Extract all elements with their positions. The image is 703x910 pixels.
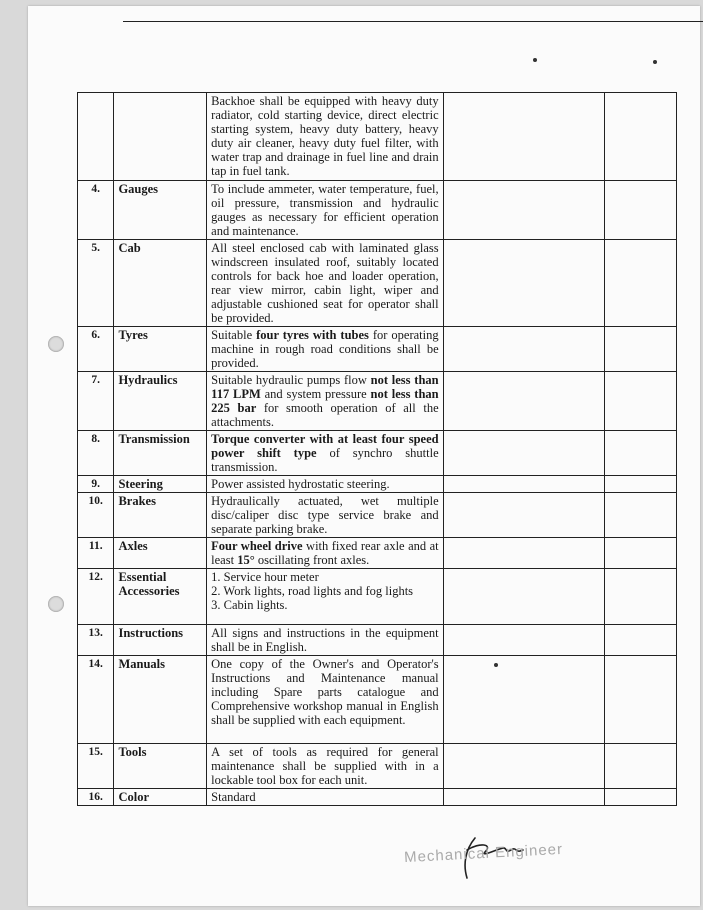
specification-table xyxy=(77,92,677,806)
item-name: Manuals xyxy=(114,656,207,744)
empty-cell xyxy=(605,181,677,240)
item-description: Backhoe shall be equipped with heavy duty radiator, cold starting device, direct electric starting system, heavy duty battery, heavy duty air cleaner, heavy duty fuel filter, with water trap and drainage in fuel line and drain tap in fuel tank. xyxy=(207,93,443,181)
row-number: 15. xyxy=(78,744,114,789)
empty-cell xyxy=(605,493,677,538)
punch-hole-top xyxy=(48,336,64,352)
row-number: 16. xyxy=(78,789,114,806)
item-name: Tools xyxy=(114,744,207,789)
row-number: 6. xyxy=(78,327,114,372)
item-description: Four wheel drive with fixed rear axle and at least 15° oscillating front axles. xyxy=(207,538,443,569)
ink-speck xyxy=(533,58,537,62)
empty-cell xyxy=(605,240,677,327)
table-row xyxy=(78,569,677,625)
item-description: Hydraulically actuated, wet multiple disc/caliper disc type service brake and separate parking brake. xyxy=(207,493,443,538)
empty-cell xyxy=(605,569,677,625)
table-row xyxy=(78,656,677,744)
item-name: Gauges xyxy=(114,181,207,240)
empty-cell xyxy=(443,240,604,327)
empty-cell xyxy=(443,789,604,806)
item-name: Essential Accessories xyxy=(114,569,207,625)
item-description: Power assisted hydrostatic steering. xyxy=(207,476,443,493)
row-number: 11. xyxy=(78,538,114,569)
table-row xyxy=(78,240,677,327)
empty-cell xyxy=(605,744,677,789)
row-number: 7. xyxy=(78,372,114,431)
table-row xyxy=(78,93,677,181)
empty-cell xyxy=(443,372,604,431)
item-name: Brakes xyxy=(114,493,207,538)
empty-cell xyxy=(443,93,604,181)
item-name: Hydraulics xyxy=(114,372,207,431)
item-name xyxy=(114,93,207,181)
item-name: Steering xyxy=(114,476,207,493)
item-description: Suitable four tyres with tubes for operating machine in rough road conditions shall be provided. xyxy=(207,327,443,372)
table-row xyxy=(78,493,677,538)
engineer-stamp: Mechanical Engineer xyxy=(403,840,564,867)
empty-cell xyxy=(605,789,677,806)
table-row xyxy=(78,431,677,476)
empty-cell xyxy=(443,625,604,656)
row-number: 4. xyxy=(78,181,114,240)
empty-cell xyxy=(605,93,677,181)
item-description xyxy=(207,569,443,625)
table-row xyxy=(78,538,677,569)
item-name: Cab xyxy=(114,240,207,327)
empty-cell xyxy=(605,538,677,569)
top-rule xyxy=(123,21,703,22)
empty-cell xyxy=(443,744,604,789)
item-description: Standard xyxy=(207,789,443,806)
accessory-item: 3. Cabin lights. xyxy=(211,598,288,612)
row-number xyxy=(78,93,114,181)
table-row xyxy=(78,789,677,806)
item-description: All steel enclosed cab with laminated glass windscreen insulated roof, suitably located controls for back hoe and loader operation, rear view mirror, cabin light, wiper and adjustable cushioned seat for operator shall be provided. xyxy=(207,240,443,327)
empty-cell xyxy=(605,625,677,656)
item-description: Torque converter with at least four speed power shift type of synchro shuttle transmission. xyxy=(207,431,443,476)
row-number: 10. xyxy=(78,493,114,538)
table-row xyxy=(78,744,677,789)
accessory-item: 1. Service hour meter xyxy=(211,570,319,584)
item-name: Axles xyxy=(114,538,207,569)
row-number: 8. xyxy=(78,431,114,476)
table-row xyxy=(78,372,677,431)
item-description: A set of tools as required for general maintenance shall be supplied with in a lockable tool box for each unit. xyxy=(207,744,443,789)
item-name: Instructions xyxy=(114,625,207,656)
empty-cell xyxy=(443,476,604,493)
row-number: 12. xyxy=(78,569,114,625)
accessory-item: 2. Work lights, road lights and fog lights xyxy=(211,584,414,598)
item-name: Color xyxy=(114,789,207,806)
item-description: One copy of the Owner's and Operator's Instructions and Maintenance manual including Spare parts catalogue and Comprehensive workshop manual in English shall be supplied with each equipment. xyxy=(207,656,443,744)
row-number: 13. xyxy=(78,625,114,656)
row-number: 5. xyxy=(78,240,114,327)
table-row xyxy=(78,327,677,372)
item-description: To include ammeter, water temperature, fuel, oil pressure, transmission and hydraulic gauges as necessary for efficient operation and maintenance. xyxy=(207,181,443,240)
row-number: 14. xyxy=(78,656,114,744)
ink-speck xyxy=(653,60,657,64)
empty-cell xyxy=(443,327,604,372)
empty-cell xyxy=(605,476,677,493)
item-name: Tyres xyxy=(114,327,207,372)
empty-cell xyxy=(605,327,677,372)
item-description: Suitable hydraulic pumps flow not less than 117 LPM and system pressure not less than 225 bar for smooth operation of all the attachments. xyxy=(207,372,443,431)
table-row xyxy=(78,625,677,656)
empty-cell xyxy=(443,493,604,538)
empty-cell xyxy=(443,181,604,240)
empty-cell xyxy=(443,569,604,625)
item-description: All signs and instructions in the equipment shall be in English. xyxy=(207,625,443,656)
empty-cell xyxy=(605,372,677,431)
row-number: 9. xyxy=(78,476,114,493)
empty-cell xyxy=(605,656,677,744)
empty-cell xyxy=(443,656,604,744)
punch-hole-bottom xyxy=(48,596,64,612)
table-row xyxy=(78,181,677,240)
empty-cell xyxy=(443,538,604,569)
empty-cell xyxy=(605,431,677,476)
empty-cell xyxy=(443,431,604,476)
item-name: Transmission xyxy=(114,431,207,476)
table-row xyxy=(78,476,677,493)
